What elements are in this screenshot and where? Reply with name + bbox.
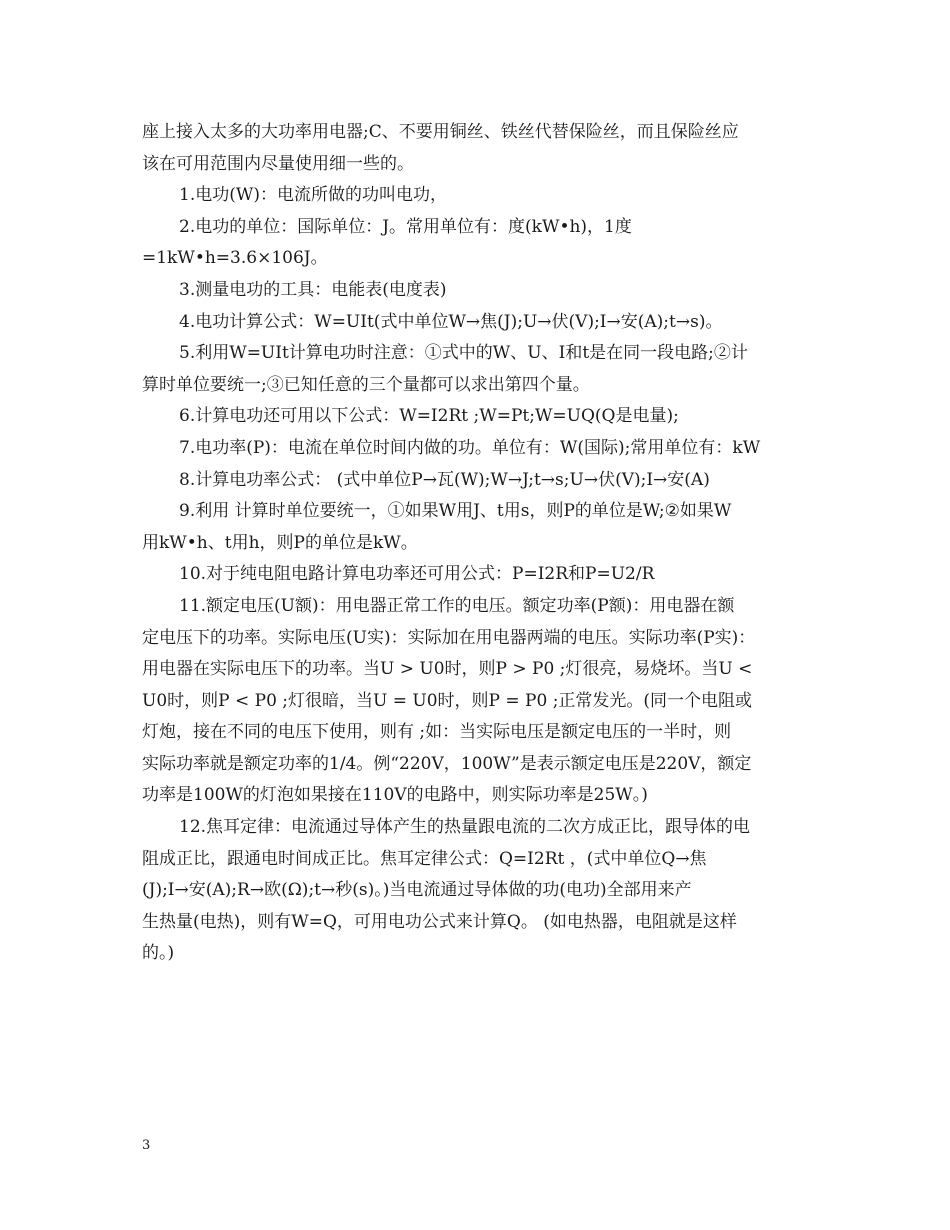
text-line: 7.电功率(P)：电流在单位时间内做的功。单位有：W(国际);常用单位有：kW xyxy=(179,437,761,458)
text-line: 2.电功的单位：国际单位：J。常用单位有：度(kW•h)，1度 xyxy=(179,216,632,237)
text-line: 灯炮，接在不同的电压下使用，则有 ;如：当实际电压是额定电压的一半时，则 xyxy=(142,722,732,743)
document-body xyxy=(142,117,810,970)
text-line: 12.焦耳定律：电流通过导体产生的热量跟电流的二次方成正比，跟导体的电 xyxy=(179,817,751,838)
text-line: 1.电功(W)：电流所做的功叫电功， xyxy=(179,185,447,206)
text-line: 6.计算电功还可用以下公式：W=I2Rt ;W=Pt;W=UQ(Q是电量); xyxy=(179,406,679,427)
text-line: 用电器在实际电压下的功率。当U > U0时，则P > P0 ;灯很亮，易烧坏。当U < xyxy=(142,659,753,680)
text-line: 用kW•h、t用h，则P的单位是kW。 xyxy=(142,532,418,553)
text-line: 5.利用W=UIt计算电功时注意：①式中的W、U、I和t是在同一段电路;②计 xyxy=(179,343,748,364)
text-line: 生热量(电热)，则有W=Q，可用电功公式来计算Q。 (如电热器，电阻就是这样 xyxy=(142,911,737,932)
text-line: 实际功率就是额定功率的1/4。例“220V，100W”是表示额定电压是220V，额定 xyxy=(142,753,752,774)
text-line: (J);I→安(A);R→欧(Ω);t→秒(s)。)当电流通过导体做的功(电功)全部用来产 xyxy=(142,880,692,901)
text-line: 阻成正比，跟通电时间成正比。焦耳定律公式：Q=I2Rt ，(式中单位Q→焦 xyxy=(142,848,707,869)
text-line: 11.额定电压(U额)：用电器正常工作的电压。额定功率(P额)：用电器在额 xyxy=(179,595,735,616)
text-line: 9.利用 计算时单位要统一，①如果W用J、t用s，则P的单位是W;②如果W xyxy=(179,501,732,522)
text-line: 座上接入太多的大功率用电器;C、不要用铜丝、铁丝代替保险丝，而且保险丝应 xyxy=(142,122,739,142)
text-line: 4.电功计算公式：W=UIt(式中单位W→焦(J);U→伏(V);I→安(A);t→s)。 xyxy=(179,311,723,332)
text-line: 8.计算电功率公式： (式中单位P→瓦(W);W→J;t→s;U→伏(V);I→安(A) xyxy=(179,469,710,490)
text-line: 3.测量电功的工具：电能表(电度表) xyxy=(179,279,447,300)
text-line: 定电压下的功率。实际电压(U实)：实际加在用电器两端的电压。实际功率(P实)： xyxy=(142,627,756,648)
text-line: =1kW•h=3.6×106J。 xyxy=(142,248,328,269)
text-line: 的。) xyxy=(142,943,175,964)
text-line: 算时单位要统一;③已知任意的三个量都可以求出第四个量。 xyxy=(142,374,590,395)
text-line: 该在可用范围内尽量使用细一些的。 xyxy=(142,153,414,174)
text-line: 10.对于纯电阻电路计算电功率还可用公式：P=I2R和P=U2/R xyxy=(179,564,655,585)
page-number: 3 xyxy=(142,1138,151,1153)
text-line: U0时，则P < P0 ;灯很暗，当U = U0时，则P = P0 ;正常发光。(同一个电阻或 xyxy=(142,690,753,711)
text-line: 功率是100W的灯泡如果接在110V的电路中，则实际功率是25W。) xyxy=(142,785,648,806)
